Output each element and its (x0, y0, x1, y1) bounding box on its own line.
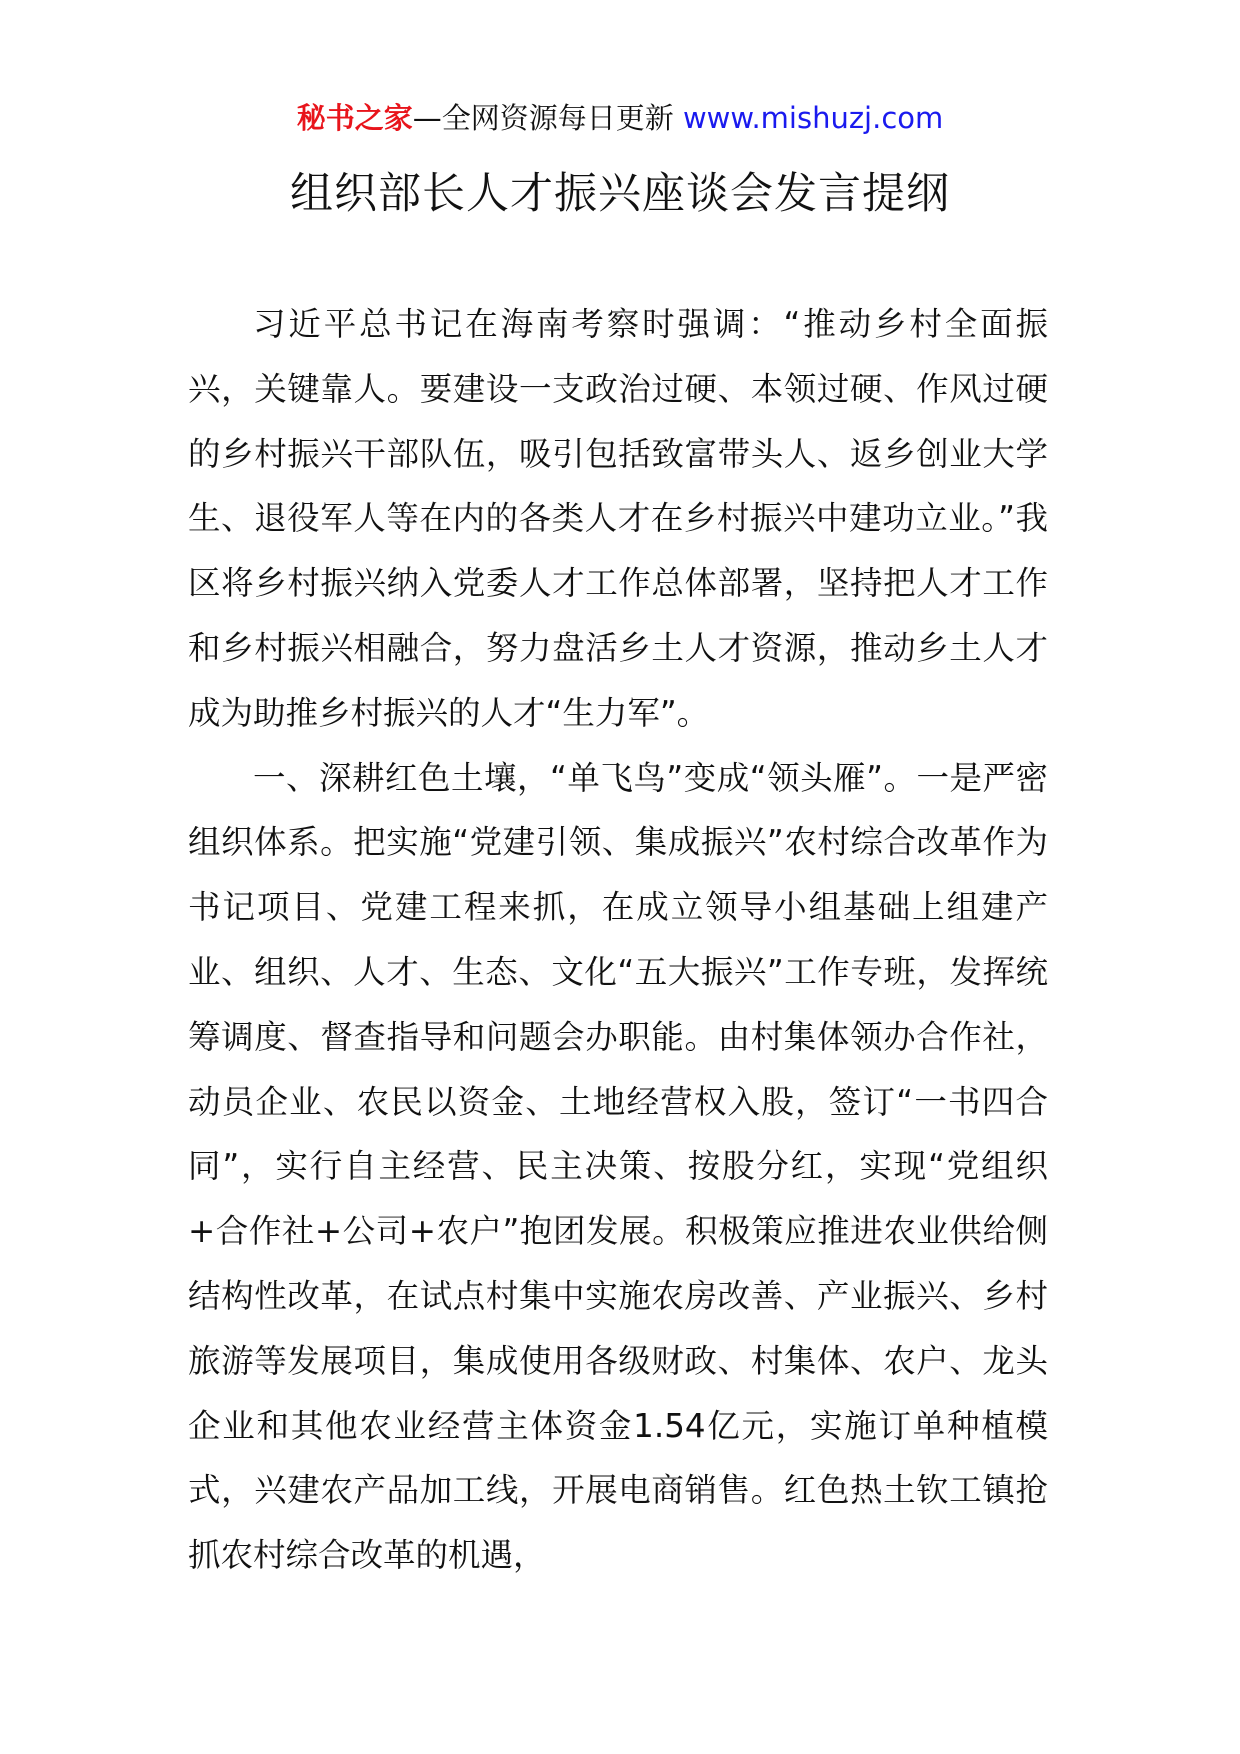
brand-name: 秘书之家 (296, 101, 413, 135)
site-url-link[interactable]: www.mishuzj.com (682, 101, 944, 135)
header-slogan: —全网资源每日更新 (412, 101, 674, 135)
document-body (188, 292, 1048, 1588)
paragraph-intro: 习近平总书记在海南考察时强调：“推动乡村全面振兴，关键靠人。要建设一支政治过硬、本领过硬、作风过硬的乡村振兴干部队伍，吸引包括致富带头人、返乡创业大学生、退役军人等在内的各类人才在乡村振兴中建功立业。”我区将乡村振兴纳入党委人才工作总体部署，坚持把人才工作和乡村振兴相融合，努力盘活乡土人才资源，推动乡土人才成为助推乡村振兴的人才“生力军”。 (188, 305, 1048, 732)
paragraph-section-one: 一、深耕红色土壤，“单飞鸟”变成“领头雁”。一是严密组织体系。把实施“党建引领、集成振兴”农村综合改革作为书记项目、党建工程来抓，在成立领导小组基础上组建产业、组织、人才、生态、文化“五大振兴”工作专班，发挥统筹调度、督查指导和问题会办职能。由村集体领办合作社，动员企业、农民以资金、土地经营权入股，签订“一书四合同”，实行自主经营、民主决策、按股分红，实现“党组织+合作社+公司+农户”抱团发展。积极策应推进农业供给侧结构性改革，在试点村集中实施农房改善、产业振兴、乡村旅游等发展项目，集成使用各级财政、村集体、农户、龙头企业和其他农业经营主体资金1.54亿元，实施订单种植模式，兴建农产品加工线，开展电商销售。红色热土钦工镇抢抓农村综合改革的机遇， (188, 758, 1048, 1575)
site-header (0, 98, 1240, 138)
document-title: 组织部长人才振兴座谈会发言提纲 (290, 169, 950, 219)
